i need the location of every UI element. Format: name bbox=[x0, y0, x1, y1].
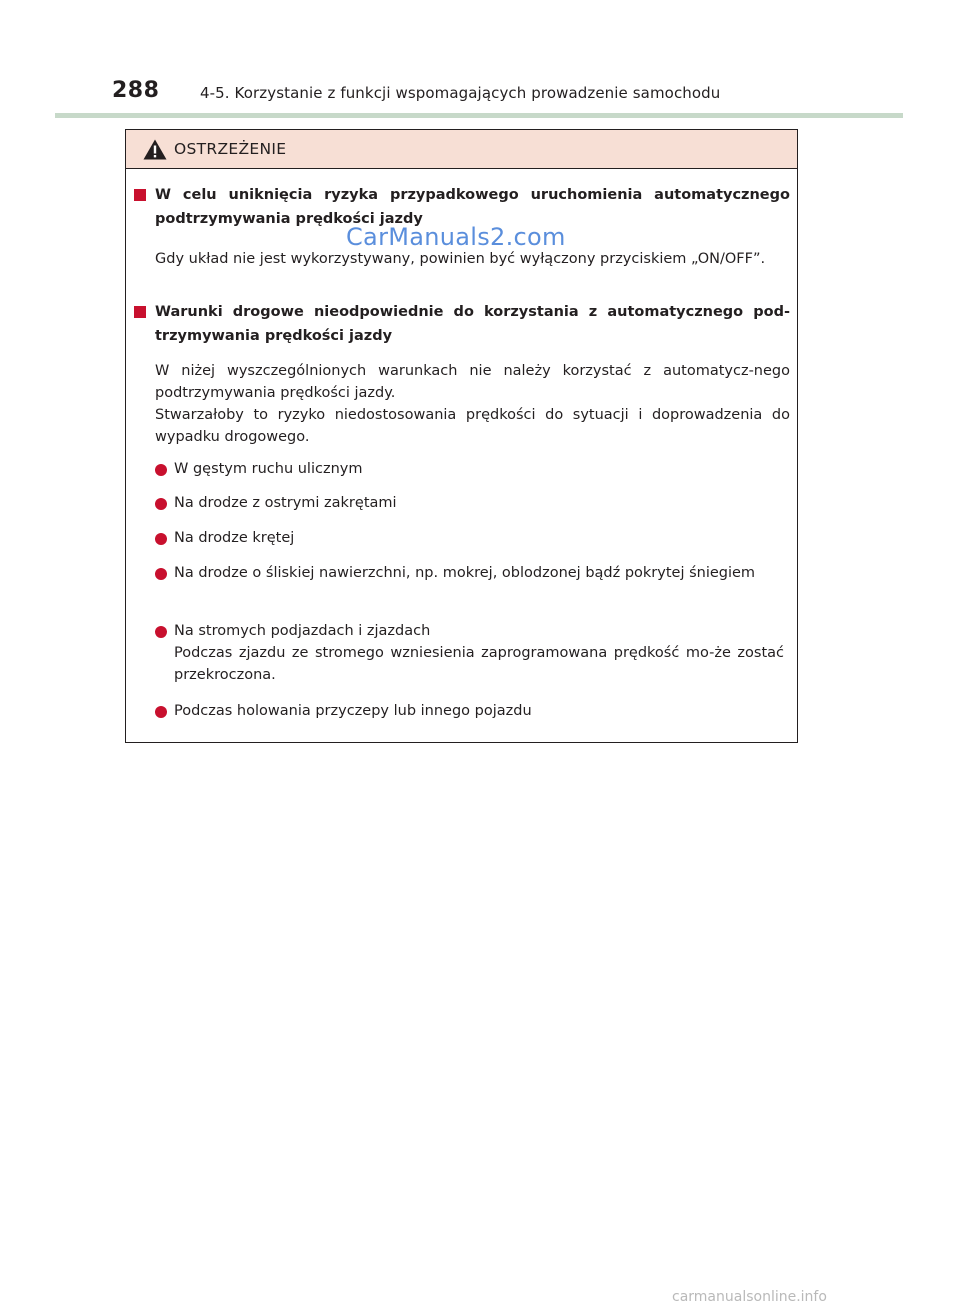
item-2-title: Warunki drogowe nieodpowiednie do korzystania z automatycznego pod-trzymywania prędkości jazdy bbox=[155, 304, 790, 344]
square-bullet-icon bbox=[134, 189, 146, 201]
warning-header bbox=[126, 130, 797, 169]
round-bullet-icon bbox=[155, 626, 167, 638]
warning-triangle-icon bbox=[143, 139, 167, 160]
header-rule bbox=[55, 113, 903, 118]
footer-watermark: carmanualsonline.info bbox=[672, 1289, 827, 1305]
round-bullet-icon bbox=[155, 706, 167, 718]
round-bullet-icon bbox=[155, 533, 167, 545]
item-1-title: W celu uniknięcia ryzyka przypadkowego uruchomienia automatycznego podtrzymywania prędkości jazdy bbox=[155, 187, 790, 227]
item-1-text: Gdy układ nie jest wykorzystywany, powinien być wyłączony przyciskiem „ON/OFF”. bbox=[155, 251, 766, 267]
page-header bbox=[112, 78, 892, 110]
square-bullet-icon bbox=[134, 306, 146, 318]
item-2-text-1: W niżej wyszczególnionych warunkach nie należy korzystać z automatycz-nego podtrzymywania prędkości jazdy. bbox=[155, 363, 790, 401]
round-bullet-icon bbox=[155, 568, 167, 580]
watermark: CarManuals2.com bbox=[346, 223, 566, 251]
item-2-text-2: Stwarzałoby to ryzyko niedostosowania prędkości do sytuacji i doprowadzenia do wypadku drogowego. bbox=[155, 407, 790, 445]
warning-box: OSTRZEŻENIE W celu uniknięcia ryzyka przypadkowego uruchomienia automatycznego podtrzymywania prędkości jazdy Gdy układ nie jest wykorzystywany, powinien być wyłączony przyciskiem „ON/OFF”. Warunki drogowe nieodpowiednie do korzystania z automatycznego pod-trzymywania prędkości jazdy W niżej wyszczególnionych warunkach nie należy korzystać z automatycz-nego podtrzymywania prędkości jazdy. Stwarzałoby to ryzyko niedostosowania prędkości do sytuacji i doprowadzenia do wypadku drogowego. W gęstym ruchu ulicznym Na drodze z ostrymi zakrętami Na drodze krętej Na drodze o śliskiej nawierzchni, np. mokrej, oblodzonej bądź pokrytej śniegiem Na stromych podjazdach i zjazdach Podczas zjazdu ze stromego wzniesienia zaprogramowana prędkość mo-że zostać przekroczona. Podczas holowania przyczepy lub innego pojazdu bbox=[125, 129, 798, 743]
warning-title: OSTRZEŻENIE bbox=[174, 140, 287, 158]
bullet-5-extra: Podczas zjazdu ze stromego wzniesienia zaprogramowana prędkość mo-że zostać przekroczona. bbox=[174, 645, 784, 683]
round-bullet-icon bbox=[155, 498, 167, 510]
section-title: 4-5. Korzystanie z funkcji wspomagających prowadzenie samochodu bbox=[200, 84, 721, 102]
round-bullet-icon bbox=[155, 464, 167, 476]
page-number: 288 bbox=[112, 78, 160, 103]
